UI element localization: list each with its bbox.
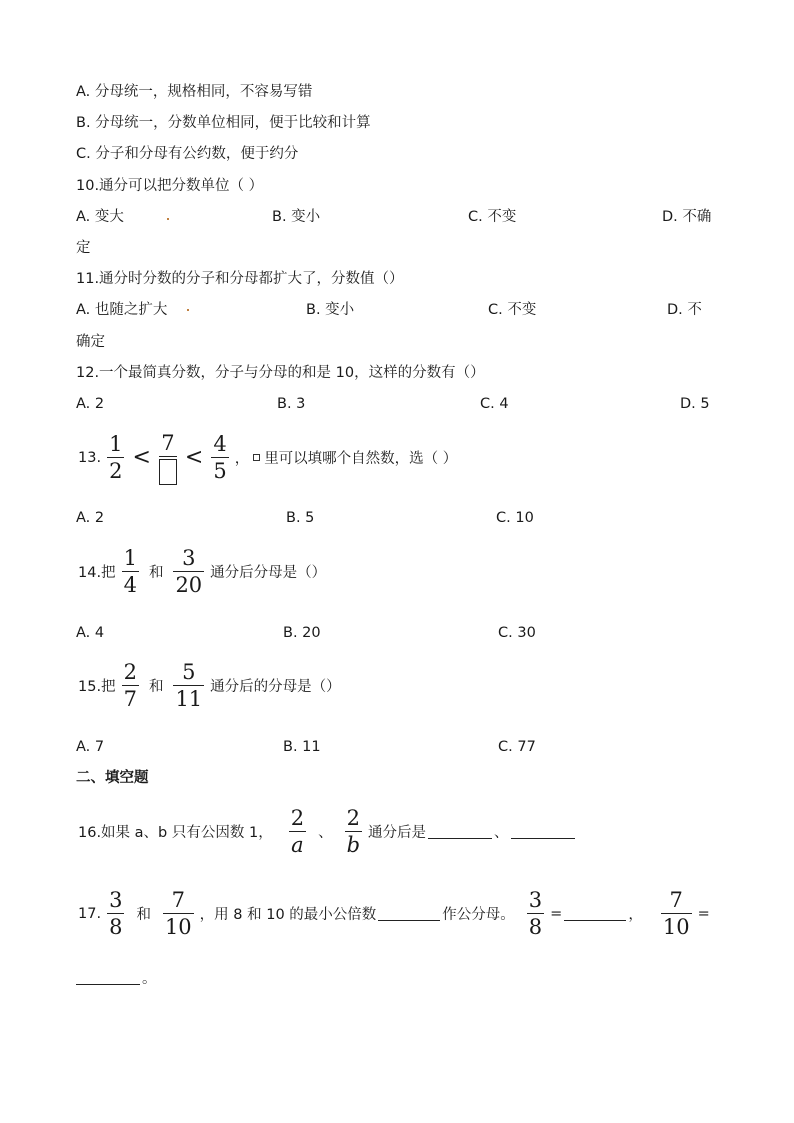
q16-fraction-1-numerator: 2 (290, 806, 305, 830)
q16-fraction-2 (345, 805, 362, 858)
stray-mark (187, 309, 189, 311)
q13-fraction-3 (211, 431, 228, 484)
q14-fraction-2-denominator: 20 (175, 573, 203, 597)
equals-sign: = (550, 905, 563, 922)
q9-option-a: A. 分母统一，规格相同，不容易写错 (76, 84, 313, 100)
q17-fraction-4 (661, 887, 692, 940)
q16-fraction-2-numerator: 2 (346, 806, 360, 830)
q17-end: 。 (142, 971, 157, 987)
q11-option-d: D. 不 (667, 302, 702, 318)
q13-fraction-1 (107, 431, 124, 484)
q17-fraction-2-numerator: 7 (171, 888, 185, 912)
q14-prefix: 14.把 (78, 565, 116, 581)
q15-prefix: 15.把 (78, 679, 116, 695)
stray-mark (167, 218, 169, 220)
q17-fraction-4-denominator: 10 (662, 915, 690, 939)
blank-box (159, 459, 177, 485)
fraction-bar (159, 456, 177, 457)
q9-option-c: C. 分子和分母有公约数，便于约分 (76, 146, 299, 162)
q14-and: 和 (148, 565, 164, 581)
q17-stem (76, 887, 712, 940)
q17-text-2: 作公分母。 (442, 907, 515, 923)
q10-option-c: C. 不变 (468, 209, 517, 225)
q11-option-c: C. 不变 (488, 302, 537, 318)
answer-blank[interactable] (76, 970, 140, 985)
q11-option-b: B. 变小 (306, 302, 355, 318)
q10-option-b: B. 变小 (272, 209, 321, 225)
answer-blank[interactable] (511, 824, 575, 839)
q15-fraction-1-denominator: 7 (123, 687, 137, 711)
section-title: 二、填空题 (76, 770, 149, 786)
q14-fraction-1-numerator: 1 (123, 546, 137, 570)
q15-fraction-2 (173, 659, 204, 712)
q14-fraction-1 (122, 545, 139, 598)
q13-fraction-3-numerator: 4 (213, 432, 227, 456)
q15-option-b: B. 11 (283, 739, 321, 755)
q13-fraction-2 (159, 430, 177, 485)
q13-option-a: A. 2 (76, 510, 105, 526)
less-than-symbol: < (132, 445, 151, 470)
q17-fraction-3-numerator: 3 (528, 888, 543, 912)
q16-mid-separator: 、 (494, 825, 509, 841)
q17-text-1: ，用 8 和 10 的最小公倍数 (199, 907, 377, 923)
q15-fraction-2-numerator: 5 (182, 660, 196, 684)
less-than-symbol: < (184, 445, 204, 470)
q17-fraction-2 (163, 887, 194, 940)
q10-option-a: A. 变大 (76, 209, 124, 225)
equals-sign: = (697, 905, 710, 922)
q15-fraction-2-denominator: 11 (175, 687, 203, 711)
q12-option-c: C. 4 (480, 396, 509, 412)
q10-option-d-continued: 定 (76, 240, 91, 256)
q15-stem (76, 659, 343, 712)
q13-option-c: C. 10 (496, 510, 534, 526)
q17-fraction-1-numerator: 3 (109, 888, 123, 912)
q15-fraction-1-numerator: 2 (123, 660, 137, 684)
answer-blank[interactable] (378, 906, 440, 921)
q13-stem (76, 430, 459, 485)
q12-option-d: D. 5 (680, 396, 710, 412)
q16-fraction-1 (289, 805, 306, 858)
q16-prefix: 16.如果 a、b 只有公因数 1， (78, 825, 273, 841)
q13-fraction-1-denominator: 2 (109, 459, 123, 483)
q15-fraction-1 (122, 659, 139, 712)
q10-stem: 10.通分可以把分数单位（ ） (76, 178, 264, 194)
q13-fraction-1-numerator: 1 (109, 432, 123, 456)
small-box-icon (253, 454, 260, 461)
q16-fraction-1-denominator: a (291, 833, 304, 857)
q15-option-c: C. 77 (498, 739, 536, 755)
q16-question-text: 通分后是 (368, 825, 427, 841)
q12-option-b: B. 3 (277, 396, 306, 412)
answer-blank[interactable] (428, 824, 492, 839)
q11-stem: 11.通分时分数的分子和分母都扩大了，分数值（） (76, 271, 404, 287)
q16-separator: 、 (318, 825, 333, 841)
q17-prefix: 17. (78, 905, 102, 922)
q13-fraction-2-numerator: 7 (161, 431, 175, 455)
q10-option-d: D. 不确 (662, 209, 712, 225)
q12-stem: 12.一个最简真分数，分子与分母的和是 10，这样的分数有（） (76, 365, 485, 381)
q14-fraction-2-numerator: 3 (182, 546, 196, 570)
q15-and: 和 (148, 679, 164, 695)
q17-fraction-2-denominator: 10 (164, 915, 192, 939)
q17-fraction-4-numerator: 7 (669, 888, 683, 912)
q14-stem (76, 545, 328, 598)
q14-fraction-2 (173, 545, 204, 598)
q14-option-c: C. 30 (498, 625, 536, 641)
q13-comma: ， (234, 451, 250, 467)
q9-option-b: B. 分母统一，分数单位相同，便于比较和计算 (76, 115, 371, 131)
q14-question-text: 通分后分母是（） (210, 565, 327, 581)
q14-fraction-1-denominator: 4 (123, 573, 137, 597)
q17-fraction-3-denominator: 8 (528, 915, 543, 939)
q13-option-b: B. 5 (286, 510, 315, 526)
q15-option-a: A. 7 (76, 739, 105, 755)
q14-option-a: A. 4 (76, 625, 105, 641)
q17-continued (76, 967, 159, 988)
q13-number: 13. (78, 449, 102, 466)
q13-fraction-3-denominator: 5 (213, 459, 227, 483)
q17-fraction-3 (527, 887, 544, 940)
q17-fraction-1-denominator: 8 (109, 915, 123, 939)
q11-option-a: A. 也随之扩大 (76, 302, 168, 318)
q14-option-b: B. 20 (283, 625, 321, 641)
q17-and: 和 (136, 907, 151, 923)
q16-stem (76, 805, 575, 858)
q13-question-text: 里可以填哪个自然数，选（ ） (264, 451, 458, 467)
q17-fraction-1 (107, 887, 124, 940)
q12-option-a: A. 2 (76, 396, 105, 412)
q11-option-d-continued: 确定 (76, 334, 105, 350)
answer-blank[interactable] (564, 906, 626, 921)
q15-question-text: 通分后的分母是（） (210, 679, 341, 695)
q16-fraction-2-denominator: b (346, 833, 361, 857)
q17-comma: ， (628, 907, 643, 923)
